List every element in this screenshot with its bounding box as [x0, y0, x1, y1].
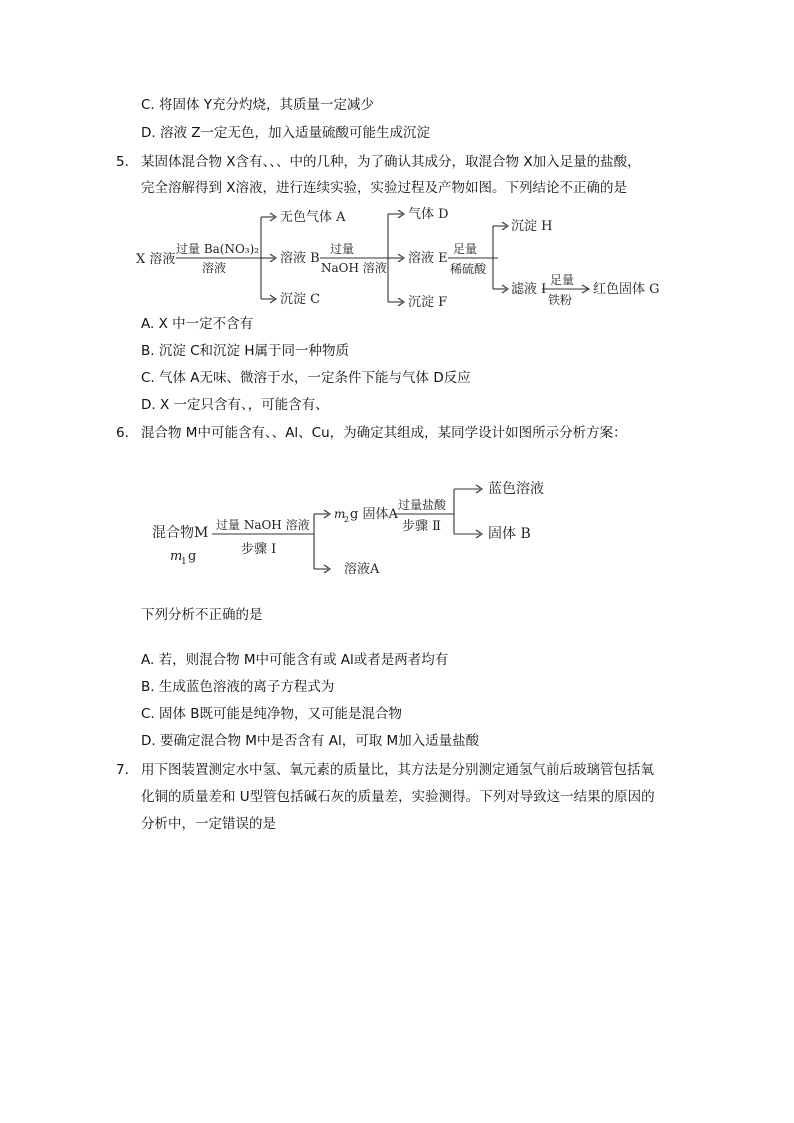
solution-a-label: 溶液A — [344, 562, 380, 577]
q6-question: 下列分析不正确的是 — [141, 607, 263, 623]
q5-option-b: B. 沉淀 C和沉淀 H属于同一种物质 — [141, 343, 350, 359]
m1-unit: g — [188, 549, 197, 564]
q5-flow-diagram — [128, 202, 688, 314]
q6-option-a: A. 若，则混合物 M中可能含有或 Al或者是两者均有 — [141, 652, 449, 668]
solution-e-label: 溶液 E — [408, 251, 448, 266]
gas-a-label: 无色气体 A — [280, 210, 346, 225]
q5-stem-line2: 完全溶解得到 X溶液，进行连续实验，实验过程及产物如图。下列结论不正确的是 — [141, 180, 628, 196]
q6-reagent1-top: 过量 NaOH 溶液 — [216, 518, 310, 532]
q5-reagent4-bottom: 铁粉 — [548, 293, 573, 307]
q5-reagent2-top: 过量 — [330, 242, 355, 256]
q5-option-c: C. 气体 A无味、微溶于水，一定条件下能与气体 D反应 — [141, 370, 471, 386]
solid-b-label: 固体 B — [488, 526, 531, 542]
precip-c-label: 沉淀 C — [280, 292, 321, 307]
m2-symbol: m — [334, 507, 346, 521]
gas-d-label: 气体 D — [408, 207, 449, 222]
q5-option-d: D. X 一定只含有、，可能含有、 — [141, 397, 329, 413]
filtrate-i-label: 滤液 I — [511, 282, 547, 297]
q6-stem: 混合物 M中可能含有、、Al、Cu，为确定其组成，某同学设计如图所示分析方案： — [141, 425, 627, 441]
m2-subscript: 2 — [344, 515, 350, 524]
q5-number: 5. — [116, 154, 129, 170]
q6-step1-label: 步骤 Ⅰ — [241, 542, 277, 557]
q5-reagent1-top: 过量 Ba(NO₃)₂ — [176, 242, 260, 256]
q5-reagent3-bottom: 稀硫酸 — [450, 262, 487, 276]
m1-symbol: m — [170, 549, 183, 564]
q7-stem-line1: 用下图装置测定水中氢、氧元素的质量比，其方法是分别测定通氢气前后玻璃管包括氧 — [141, 762, 654, 778]
q5-stem-line1: 某固体混合物 X含有、、、中的几种，为了确认其成分，取混合物 X加入足量的盐酸， — [141, 154, 641, 170]
q7-number: 7. — [116, 762, 129, 778]
solution-b-label: 溶液 B — [280, 251, 320, 266]
q5-reagent3-top: 足量 — [453, 242, 478, 256]
blue-solution-label: 蓝色溶液 — [488, 481, 544, 497]
q7-stem-line3: 分析中，一定错误的是 — [141, 816, 276, 832]
m1-subscript: 1 — [181, 557, 187, 567]
mixture-m-label: 混合物M — [152, 525, 209, 541]
q5-reagent1-bottom: 溶液 — [202, 261, 227, 275]
q4-option-d: D. 溶液 Z一定无色，加入适量硫酸可能生成沉淀 — [141, 125, 431, 141]
q5-reagent2-bottom: NaOH 溶液 — [321, 261, 387, 275]
q6-reagent2-top: 过量盐酸 — [398, 498, 447, 512]
precip-f-label: 沉淀 F — [408, 295, 448, 310]
precip-h-label: 沉淀 H — [511, 219, 553, 234]
solid-a-label: g 固体A — [350, 507, 398, 522]
x-solution-label: X 溶液 — [136, 252, 176, 267]
q6-step2-label: 步骤 Ⅱ — [402, 519, 441, 534]
q5-option-a: A. X 中一定不含有 — [141, 316, 254, 332]
q6-option-c: C. 固体 B既可能是纯净物，又可能是混合物 — [141, 706, 403, 722]
q6-option-b: B. 生成蓝色溶液的离子方程式为 — [141, 679, 335, 695]
q6-number: 6. — [116, 425, 129, 441]
q5-reagent4-top: 足量 — [550, 273, 575, 287]
q6-option-d: D. 要确定混合物 M中是否含有 Al，可取 M加入适量盐酸 — [141, 733, 480, 749]
q4-option-c: C. 将固体 Y充分灼烧，其质量一定减少 — [141, 97, 375, 113]
q6-flow-diagram — [148, 474, 568, 586]
q7-stem-line2: 化铜的质量差和 U型管包括碱石灰的质量差，实验测得。下列对导致这一结果的原因的 — [141, 789, 655, 805]
red-solid-g-label: 红色固体 G — [593, 282, 660, 297]
